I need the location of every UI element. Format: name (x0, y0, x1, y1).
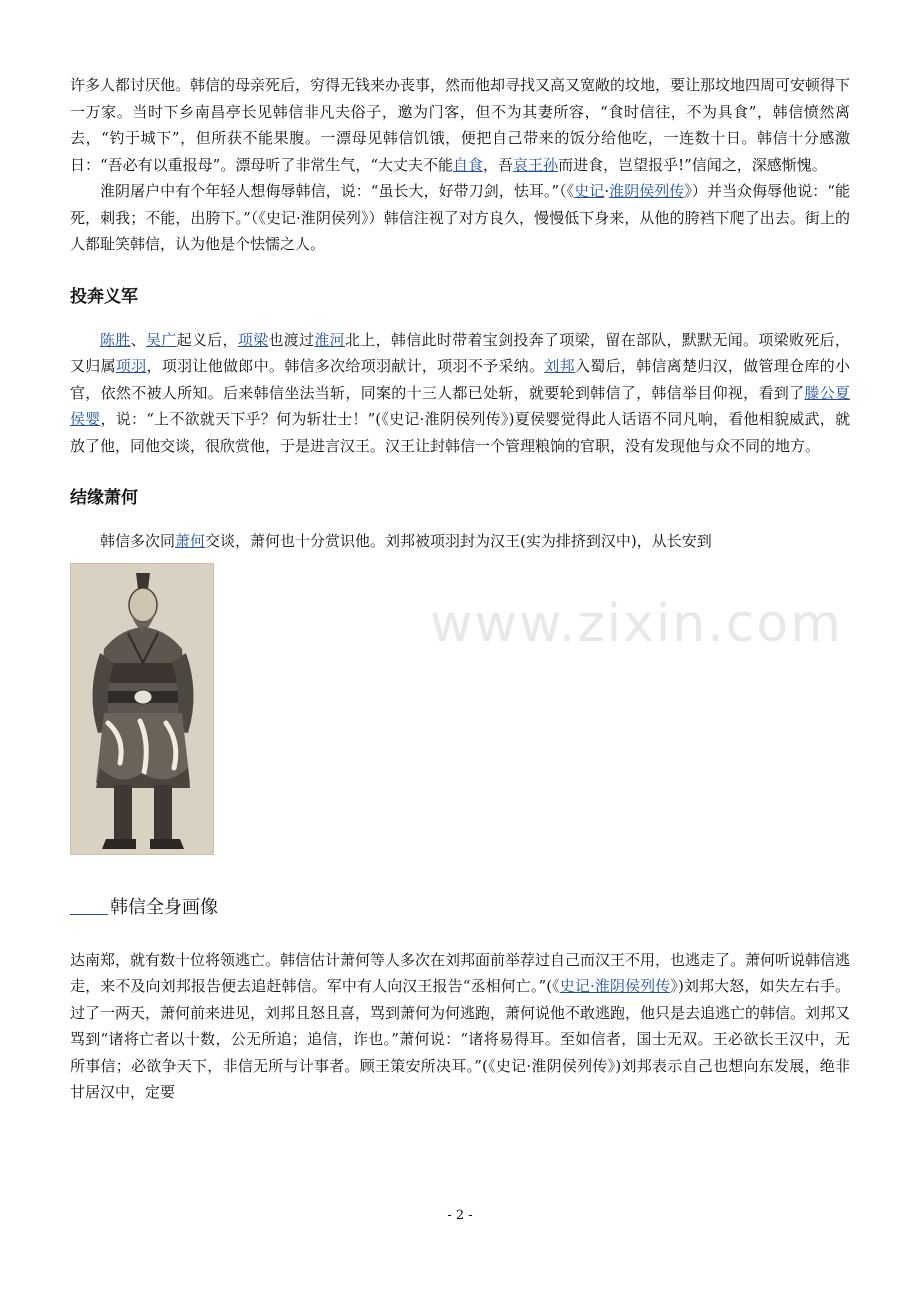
text-run: 达南郑，就有数十位将领逃亡。韩信估计萧何等人多次在刘邦面前举荐过自己而汉王不用，也逃走了。萧何听说韩信逃走，来不及向刘邦报告便去追赶韩信。军中有人向汉王报告“丞相何亡。”(《 (70, 950, 851, 995)
document-page (70, 72, 850, 1106)
hyperlink[interactable]: 史记·淮阴侯列传 (559, 977, 671, 995)
section-heading-join-army: 投奔义军 (70, 286, 138, 307)
text-run: 许多人都讨厌他。韩信的母亲死后，穷得无钱来办丧事，然而他却寻找又高又宽敞的坟地，要让那坟地四周可安顿得下一万家。当时下乡南昌亭长见韩信非凡夫俗子，邀为门客，但不为其妻所容，“食时信往，不为具食”，韩信愤然离去，“钓于城下”，但所获不能果腹。一漂母见韩信饥饿，便把自己带来的饭分给他吃，一连数十日。韩信十分感激日：“吾必有以重报母”。漂母听了非常生气，“大丈夫不能 (70, 76, 851, 174)
portrait-figure-icon (70, 563, 214, 855)
section-heading-xiao-he: 结缘萧何 (70, 488, 138, 508)
hyperlink[interactable]: 陈胜 (100, 330, 131, 349)
text-run: 》）并当众侮辱他说：“能死，刺我；不能，出胯下。”（《史记·淮阴侯列》）韩信注视了对方良久，慢慢低下身来，从他的胯裆下爬了出去。街上的人都耻笑韩信，认为他是个怯懦之人。 (70, 182, 850, 253)
hyperlink[interactable]: 自食 (453, 155, 484, 174)
text-run: 》)刘邦大怒，如失左右手。过了一两天，萧何前来进见，刘邦且怒且喜，骂到萧何为何逃跑，萧何说他不敢逃跑，他只是去追逃亡的韩信。刘邦又骂到“诸将亡者以十数，公无所追；追信，诈也。”萧何说：“诸将易得耳。至如信者，国士无双。王必欲长王汉中，无所事信；必欲争天下，非信无所与计事者。顾王策安所决耳。”(《史记·淮阴侯列传》)刘邦表示自己也想向东发展，绝非甘居汉中，定要 (70, 977, 851, 1101)
text-run: 也渡过 (268, 330, 315, 349)
hyperlink[interactable]: 哀王孙 (513, 155, 559, 174)
paragraph-3 (70, 327, 850, 460)
hyperlink[interactable]: 项羽 (115, 357, 147, 375)
paragraph-1 (70, 72, 850, 178)
text-run: 入蜀后，韩信离楚归汉，做管理仓库的小官，依然不被人所知。后来韩信坐法当斩，同案的十三人都已处斩，就要轮到韩信了，韩信举目仰视，看到了 (70, 357, 850, 402)
hyperlink[interactable]: 淮阴侯列传 (609, 182, 685, 200)
caption-text: 韩信全身画像 (110, 896, 218, 918)
paragraph-2 (70, 178, 850, 258)
portrait-caption (70, 893, 850, 919)
text-run: 淮阴屠户中有个年轻人想侮辱韩信，说：“虽长大，好带刀剑，怯耳。”（《 (100, 182, 575, 200)
text-run: 起义后， (176, 330, 238, 349)
text-run: 韩信多次同 (100, 532, 176, 550)
text-run: 北上，韩信此时带着宝剑投奔了项梁，留在部队，默默无闻。项梁败死后，又归属 (70, 330, 850, 375)
text-run: · (604, 182, 610, 200)
text-run: ，吾 (483, 155, 514, 174)
han-xin-portrait-image (70, 563, 214, 855)
hyperlink[interactable]: 吴广 (145, 330, 177, 349)
hyperlink[interactable]: 史记 (574, 182, 605, 200)
text-run: ，说：“上不欲就天下乎？何为斩壮士！”(《史记·淮阴侯列传》)夏侯婴觉得此人话语不同凡响，看他相貌威武，就放了他，同他交谈，很欣赏他，于是进言汉王。汉王让封韩信一个管理粮饷的官职，没有发现他与众不同的地方。 (70, 410, 850, 455)
paragraph-5 (70, 947, 850, 1106)
paragraph-4 (70, 528, 850, 555)
watermark: www.zixin.com (430, 594, 843, 654)
hyperlink[interactable]: 淮河 (314, 330, 345, 349)
caption-underline-rule (70, 914, 108, 915)
page-number: - 2 - (447, 1208, 473, 1223)
hyperlink[interactable]: 滕公夏侯婴 (70, 383, 850, 428)
hyperlink[interactable]: 萧何 (175, 532, 206, 550)
hyperlink[interactable]: 项梁 (237, 330, 269, 349)
text-run: 而进食，岂望报乎!”信闻之，深感惭愧。 (558, 155, 827, 174)
text-run: 交谈，萧何也十分赏识他。刘邦被项羽封为汉王(实为排挤到汉中)，从长安到 (205, 532, 712, 550)
hyperlink[interactable]: 刘邦 (544, 357, 575, 375)
text-run: ，项羽让他做郎中。韩信多次给项羽献计，项羽不予采纳。 (146, 357, 545, 375)
text-run: 、 (130, 330, 146, 349)
